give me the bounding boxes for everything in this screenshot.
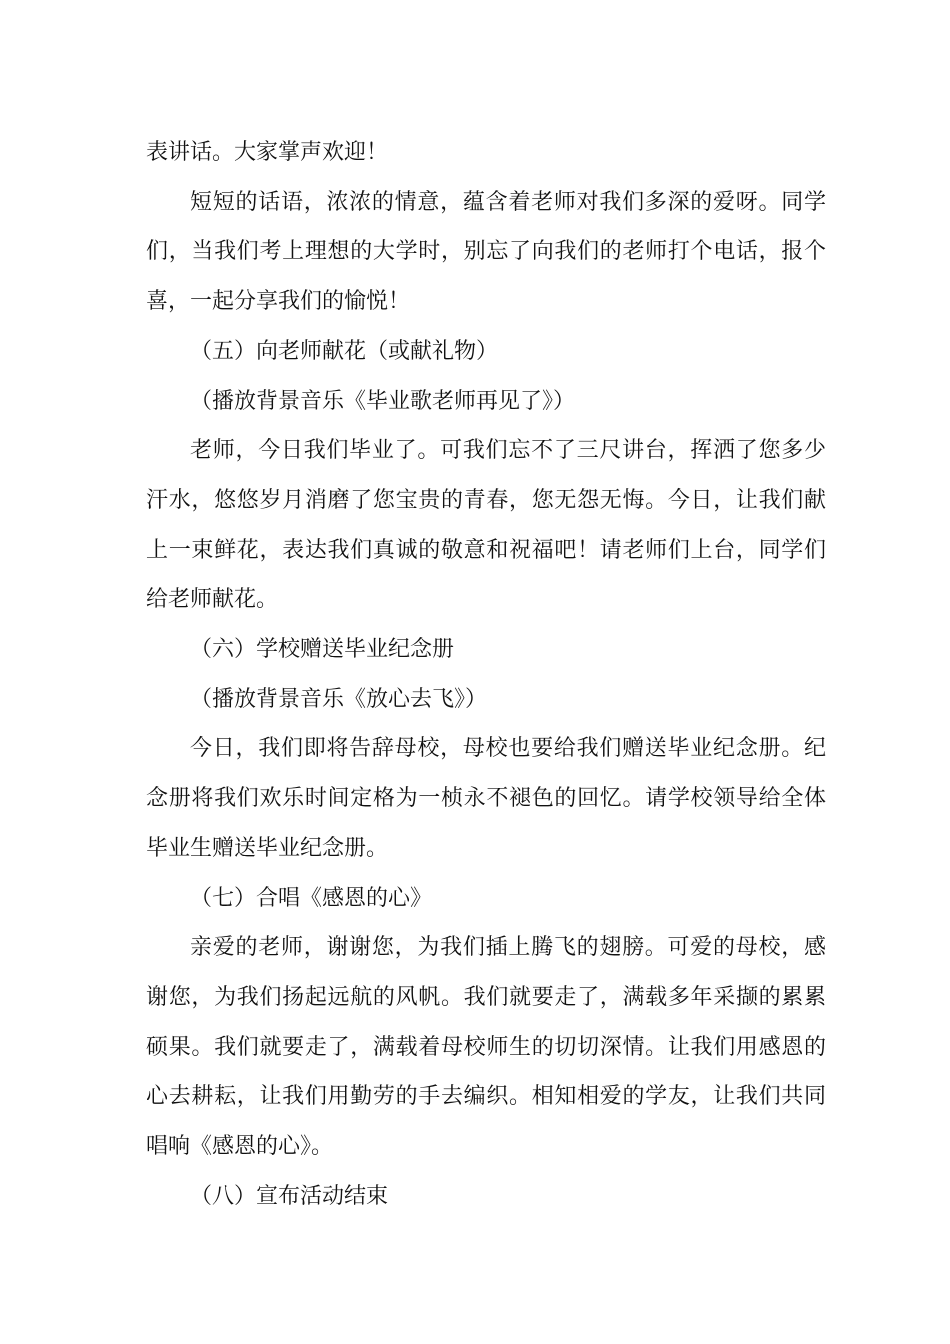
paragraph-continuation: 表讲话。大家掌声欢迎！ bbox=[146, 140, 389, 165]
section-heading-eight: （八）宣布活动结束 bbox=[190, 1183, 389, 1209]
section-heading-seven: （七）合唱《感恩的心》 bbox=[190, 885, 433, 911]
music-note-six: （播放背景音乐《放心去飞》） bbox=[190, 686, 488, 712]
music-note-five: （播放背景音乐《毕业歌老师再见了》） bbox=[190, 388, 576, 414]
document-body bbox=[146, 128, 826, 1221]
section-heading-six: （六）学校赠送毕业纪念册 bbox=[190, 637, 455, 663]
paragraph-yearbook: 今日，我们即将告辞母校，母校也要给我们赠送毕业纪念册。纪念册将我们欢乐时间定格为一桢永不褪色的回忆。请学校领导给全体毕业生赠送毕业纪念册。 bbox=[146, 736, 826, 861]
section-heading-five: （五）向老师献花（或献礼物） bbox=[190, 338, 499, 364]
paragraph-gratitude: 亲爱的老师，谢谢您，为我们插上腾飞的翅膀。可爱的母校，感谢您，为我们扬起远航的风帆。我们就要走了，满载多年采撷的累累硕果。我们就要走了，满载着母校师生的切切深情。让我们用感恩的心去耕耘，让我们用勤劳的手去编织。相知相爱的学友，让我们共同唱响《感恩的心》。 bbox=[146, 935, 826, 1160]
paragraph-flowers: 老师，今日我们毕业了。可我们忘不了三尺讲台，挥洒了您多少汗水，悠悠岁月消磨了您宝贵的青春，您无怨无悔。今日，让我们献上一束鲜花，表达我们真诚的敬意和祝福吧！请老师们上台，同学们给老师献花。 bbox=[146, 438, 826, 613]
paragraph-teacher-love: 短短的话语，浓浓的情意，蕴含着老师对我们多深的爱呀。同学们，当我们考上理想的大学时，别忘了向我们的老师打个电话，报个喜，一起分享我们的愉悦！ bbox=[146, 189, 826, 315]
